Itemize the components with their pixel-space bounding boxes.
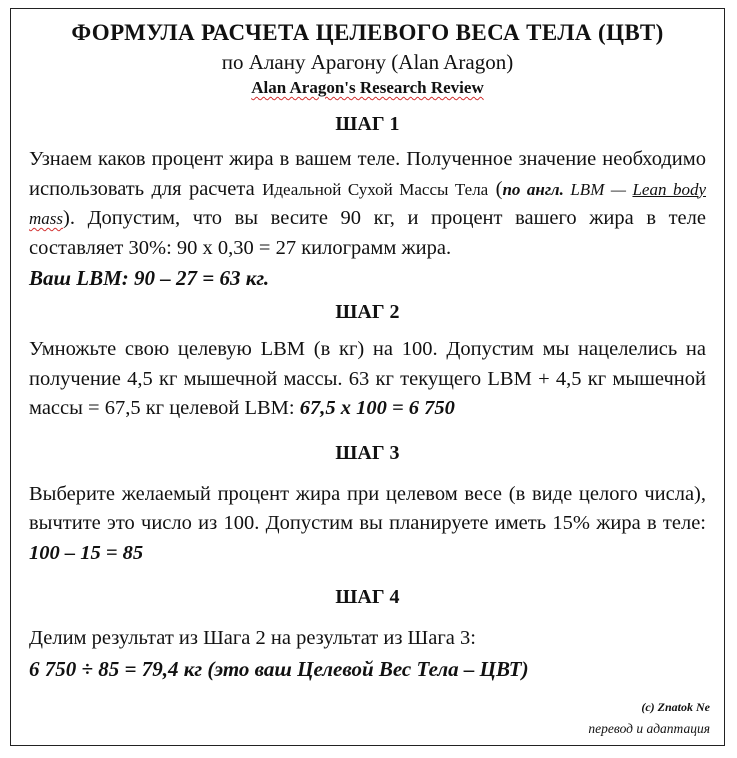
step3-heading: ШАГ 3 xyxy=(335,441,400,464)
step2-text: Умножьте свою целевую LBM (в кг) на 100. Допустим мы нацелелись на получение 4,5 кг мышечной массы. 63 кг текущего LBM + 4,5 кг мышечной массы = 67,5 кг целевой LBM: xyxy=(29,338,706,419)
step1-result: Ваш LBM: 90 – 27 = 63 кг. xyxy=(29,266,270,290)
step4-heading: ШАГ 4 xyxy=(335,586,400,608)
page-title: ФОРМУЛА РАСЧЕТА ЦЕЛЕВОГО ВЕСА ТЕЛА (ЦВТ) xyxy=(71,20,664,45)
step2-heading: ШАГ 2 xyxy=(335,301,400,323)
translation-note: перевод и адаптация xyxy=(588,721,710,736)
step1-text-a: Узнаем каков процент жира в вашем теле. Полученное значение необходимо использовать для расчета xyxy=(29,148,706,200)
step1-lbm-name: Идеальной Сухой Массы Тела xyxy=(262,179,489,199)
document-content xyxy=(29,19,706,684)
step1-heading: ШАГ 1 xyxy=(335,113,400,135)
step4-text: Делим результат из Шага 2 на результат из Шага 3: xyxy=(29,627,476,649)
step1-lean-body: Lean body xyxy=(632,179,707,199)
step4-result: 6 750 ÷ 85 = 79,4 кг (это ваш Целевой Вес Тела – ЦВТ) xyxy=(29,656,529,681)
step1-mass-word: mass xyxy=(29,209,64,228)
step1-text-b: ). Допустим, что вы весите 90 кг, и процент вашего жира в теле составляет 30%: 90 х 0,30 = 27 килограмм жира. xyxy=(29,207,706,259)
step1-eng-label: по англ. xyxy=(502,179,564,199)
page-subtitle: по Алану Арагону (Alan Aragon) xyxy=(221,50,514,74)
credit-label: (c) Znatok Ne xyxy=(641,700,710,714)
step1-lbm-abbr: LBM — xyxy=(563,179,633,199)
step2-formula: 67,5 х 100 = 6 750 xyxy=(299,397,455,419)
step3-paragraph xyxy=(29,480,706,569)
step3-text: Выберите желаемый процент жира при целевом весе (в виде целого числа), вычтите это число из 100. Допустим вы планируете иметь 15% жира в теле: xyxy=(29,482,706,534)
step2-paragraph xyxy=(29,335,706,424)
source-title-text: Alan Aragon's Research Review xyxy=(251,78,484,97)
document-frame xyxy=(10,8,725,746)
step1-paren-open: ( xyxy=(488,177,503,200)
source-title xyxy=(29,77,706,99)
step3-formula: 100 – 15 = 85 xyxy=(29,541,144,564)
step1-paragraph xyxy=(29,145,706,263)
